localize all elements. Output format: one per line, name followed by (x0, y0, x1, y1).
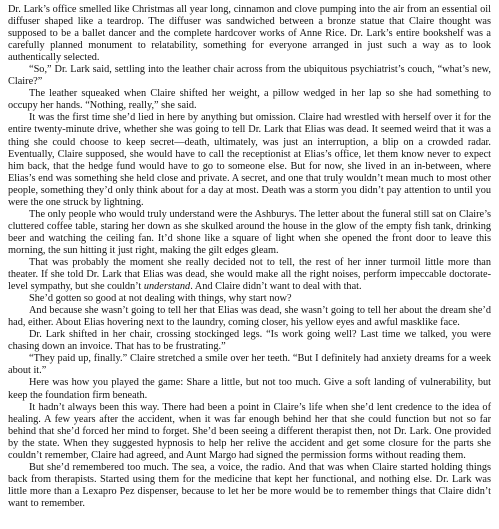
paragraph: That was probably the moment she really decided not to tell, the rest of her inner turmoil little more than theater. If she told Dr. Lark that Elias was dead, she would make all the right noises, perform impeccable doctorate-level sympathy, but she couldn’t understand. And Claire didn’t want to deal with that. (8, 256, 491, 293)
paragraph: The only people who would truly understand were the Ashburys. The letter about the funeral still sat on Claire’s cluttered coffee table, staring her down as she skulked around the house in the glow of the empty fish tank, drinking beer and watching the ceiling fan. It’d shone like a square of light when she opened the front door to leave this morning, the sun hitting it just right, making the gilt edges gleam. (8, 208, 491, 256)
paragraph: The leather squeaked when Claire shifted her weight, a pillow wedged in her lap so she had something to occupy her hands. “Nothing, really,” she said. (8, 88, 491, 112)
paragraph: Dr. Lark shifted in her chair, crossing stockinged legs. “Is work going well? Last time we talked, you were chasing down an invoice. That has to be frustrating.” (8, 329, 491, 353)
paragraph: Dr. Lark’s office smelled like Christmas all year long, cinnamon and clove pumping into the air from an essential oil diffuser shaped like a teardrop. The diffuser was sandwiched between a bronze statue that Claire thought was supposed to be a ballet dancer and the complete hardcover works of Anne Rice. Dr. Lark’s entire bookshelf was a carefully planned monument to relatability, something for everyone arranged in just such a way as to look authentically selected. (8, 4, 491, 64)
paragraph: “They paid up, finally.” Claire stretched a smile over her teeth. “But I definitely had anxiety dreams for a week about it.” (8, 353, 491, 377)
paragraph: And because she wasn’t going to tell her that Elias was dead, she wasn’t going to tell her about the dream she’d had, either. About Elias hovering next to the laundry, coming closer, his yellow eyes and awful masklike face. (8, 305, 491, 329)
paragraph: It hadn’t always been this way. There had been a point in Claire’s life when she’d lent credence to the idea of healing. A few years after the accident, when it was far enough behind her that she could function but not so far behind that she’d forced her mind to forget. She’d been seeing a different therapist then, not Dr. Lark. One provided by the state. When they suggested hypnosis to help her relive the accident and get some closure for the parts she couldn’t remember, Claire had agreed, and Aunt Margo had signed the permission forms without reading them. (8, 401, 491, 461)
paragraph: She’d gotten so good at not dealing with things, why start now? (29, 293, 292, 305)
paragraph: It was the first time she’d lied in here by anything but omission. Claire had wrestled with herself over it for the entire twenty-minute drive, whether she was going to tell Dr. Lark that Elias was dead. It seemed weird that it was a thing she could choose to keep secret—death, ultimately, was just an interruption, a blip on a crowded radar. Eventually, Claire supposed, she would have to call the receptionist at Elias’s office, let them know never to expect him back, that the hedge fund would have to go to someone else. But for now, she lived in an in-between, where Elias’s end was something she held close and private. A secret, and one that truly wouldn’t mean much to most other people, something they’d only think about for a day at most. Death was a storm you didn’t pay attention to until you were the one struck by lightning. (8, 112, 491, 208)
book-page (8, 4, 491, 510)
paragraph: “So,” Dr. Lark said, settling into the leather chair across from the ubiquitous psychiatrist’s couch, “what’s new, Claire?” (8, 64, 491, 88)
paragraph: Here was how you played the game: Share a little, but not too much. Give a soft landing of vulnerability, but keep the foundation firm beneath. (8, 377, 491, 401)
paragraph: But she’d remembered too much. The sea, a voice, the radio. And that was when Claire started holding things back from therapists. Started using them for the medicine that kept her functional, and nothing else. Dr. Lark was little more than a Lexapro Pez dispenser, because to let her be more would be to remember things that Claire didn’t want to remember. (8, 461, 491, 509)
